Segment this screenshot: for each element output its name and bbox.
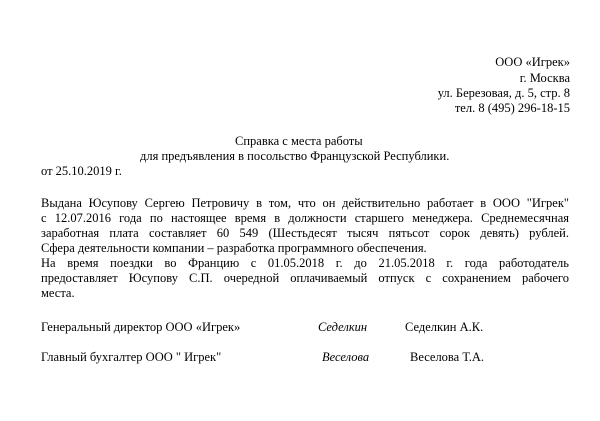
signer-name-director: Седелкин А.К. — [405, 320, 484, 334]
org-phone: тел. 8 (495) 296-18-15 — [454, 101, 570, 115]
org-name: ООО «Игрек» — [495, 55, 570, 69]
signature-accountant: Веселова — [322, 350, 370, 364]
signature-director: Седелкин — [318, 320, 368, 334]
signer-position-accountant: Главный бухгалтер ООО " Игрек" — [41, 350, 222, 364]
document-subtitle: для предъявления в посольство Французской Республики. — [140, 149, 450, 163]
org-city: г. Москва — [519, 71, 570, 85]
document-title: Справка с места работы — [235, 134, 363, 148]
body-paragraph-2 — [41, 256, 569, 301]
body-line: места. — [41, 286, 75, 300]
body-line: заработная плата составляет 60 549 (Шестьдесят тысяч пятьсот сорок девять) рублей. — [41, 226, 569, 240]
body-line: Сфера деятельности компании – разработка программного обеспечения. — [41, 241, 427, 255]
body-line: Выдана Юсупову Сергею Петровичу в том, что он действительно работает в ООО "Игрек" — [41, 196, 569, 210]
org-address: ул. Березовая, д. 5, стр. 8 — [437, 86, 570, 100]
body-line: предоставляет Юсупову С.П. очередной оплачиваемый отпуск с сохранением рабочего — [41, 271, 569, 285]
body-line: с 12.07.2016 года по настоящее время в должности старшего менеджера. Среднемесячная — [41, 211, 569, 225]
body-paragraph-1 — [41, 196, 569, 256]
document-date: от 25.10.2019 г. — [41, 164, 122, 178]
signer-name-accountant: Веселова Т.А. — [410, 350, 485, 364]
body-line: На время поездки во Францию с 01.05.2018 г. до 21.05.2018 г. года работодатель — [41, 256, 569, 270]
signer-position-director: Генеральный директор ООО «Игрек» — [41, 320, 241, 334]
